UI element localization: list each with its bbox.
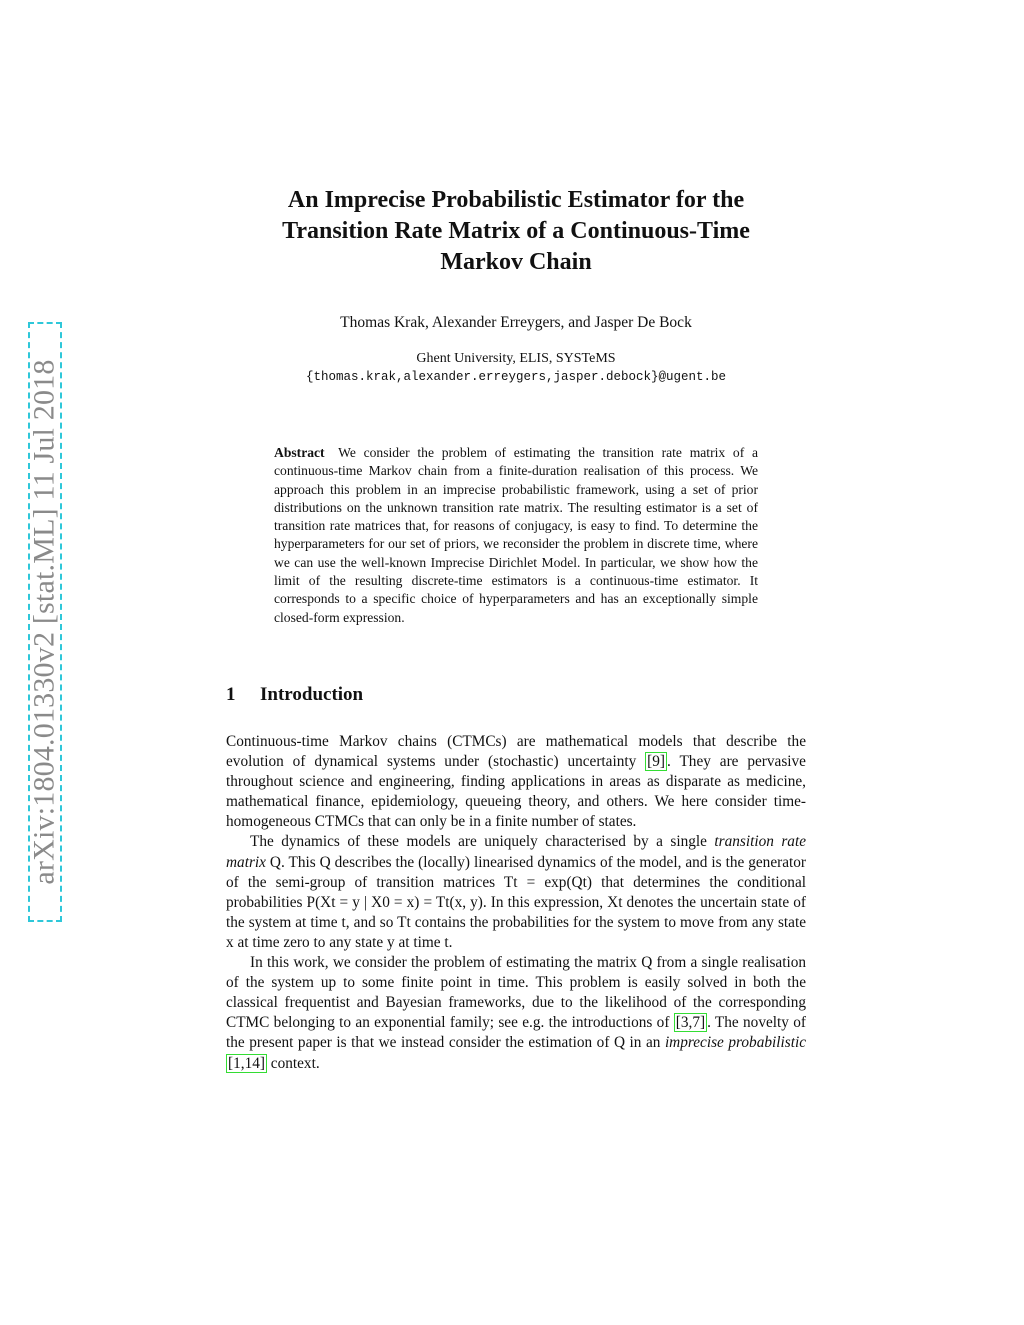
p3-emphasis: imprecise probabilistic [664,1034,806,1052]
section-title: Introduction [260,684,364,705]
citation-link[interactable]: [9] [647,753,665,771]
p2-text-a: The dynamics of these models are uniquely characterised by a single [250,833,715,851]
p3-text-b: . The novelty of the present paper is that we instead consider the estimation of Q in an [226,1014,806,1052]
introduction-body [226,732,806,1074]
section-heading [226,684,806,706]
citation-link[interactable]: [1,14] [228,1054,265,1072]
title-line-3: Markov Chain [440,249,592,275]
paragraph-2 [226,832,806,953]
author-emails: {thomas.krak,alexander.erreygers,jasper.debock}@ugent.be [305,370,727,384]
title-line-2: Transition Rate Matrix of a Continuous-Time [282,218,750,244]
p2-text-b: Q. This Q describes the (locally) linearised dynamics of the model, and is the generator of the semi-group of transition matrices Tt = exp(Qt) that determines the conditional probabilities P(Xt = y | X0 = x) = Tt(x, y). In this expression, Xt denotes the uncertain state of the system at time t, and so Tt contains the probabilities for the system to move from any state x at time zero to any state y at time t. [226,853,806,951]
title-line-1: An Imprecise Probabilistic Estimator for the [287,187,745,213]
p2-emphasis: transition rate matrix [226,833,806,871]
abstract [274,444,758,627]
p3-text-d: context. [266,1054,320,1072]
paper-title [226,185,806,278]
p1-text-b: . They are pervasive throughout science and engineering, finding applications in areas as disparate as medicine, mathematical finance, epidemiology, queueing theory, and others. We here consider time-homogeneous CTMCs that can only be in a finite number of states. [226,753,806,831]
p3-text-a: In this work, we consider the problem of estimating the matrix Q from a single realisation of the system up to some finite point in time. This problem is easily solved in both the classical frequentist and Bayesian frameworks, due to the likelihood of the corresponding CTMC belonging to an exponential family; see e.g. the introductions of [226,954,806,1032]
section-number: 1 [226,684,236,705]
affiliation: Ghent University, ELIS, SYSTeMS [416,351,616,366]
p1-text-a: Continuous-time Markov chains (CTMCs) are mathematical models that describe the evolution of dynamical systems under (stochastic) uncertainty [226,733,806,771]
arxiv-id: arXiv:1804.01330v2 [stat.ML] 11 Jul 2018 [28,359,61,885]
authors: Thomas Krak, Alexander Erreygers, and Jasper De Bock [340,314,692,331]
arxiv-stamp [28,322,62,922]
citation-link[interactable]: [3,7] [675,1014,706,1032]
abstract-heading: Abstract [274,445,325,460]
paragraph-1 [226,732,806,832]
paragraph-3 [226,953,806,1074]
abstract-text: We consider the problem of estimating the transition rate matrix of a continuous-time Markov chain from a finite-duration realisation of this process. We approach this problem in an imprecise probabilistic framework, using a set of prior distributions on the unknown transition rate matrix. The resulting estimator is a set of transition rate matrices that, for reasons of conjugacy, is easy to find. To determine the hyperparameters for our set of priors, we reconsider the problem in discrete time, where we can use the well-known Imprecise Dirichlet Model. In particular, we show how the limit of the resulting discrete-time estimators is a continuous-time estimator. It corresponds to a specific choice of hyperparameters and has an exceptionally simple closed-form expression. [274,445,759,625]
